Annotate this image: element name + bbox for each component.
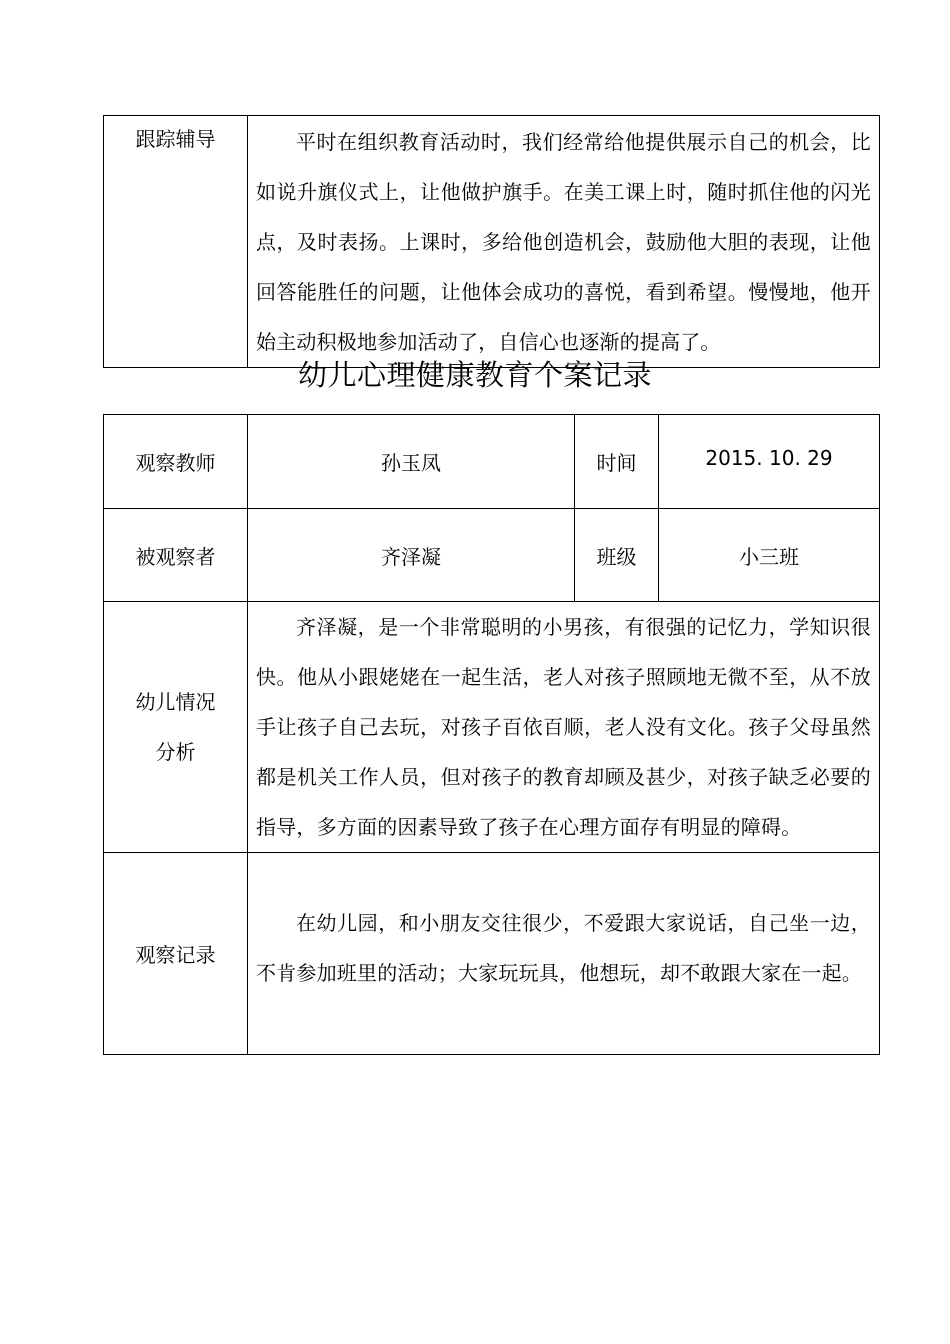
analysis-row	[104, 602, 880, 853]
observation-text-cell	[248, 853, 880, 1055]
observation-text: 在幼儿园，和小朋友交往很少，不爱跟大家说话，自己坐一边，不肯参加班里的活动；大家玩玩具，他想玩，却不敢跟大家在一起。	[256, 911, 871, 985]
analysis-text: 齐泽凝，是一个非常聪明的小男孩，有很强的记忆力，学知识很快。他从小跟姥姥在一起生活，老人对孩子照顾地无微不至，从不放手让孩子自己去玩，对孩子百依百顺，老人没有文化。孩子父母虽然都是机关工作人员，但对孩子的教育却顾及甚少，对孩子缺乏必要的指导，多方面的因素导致了孩子在心理方面存有明显的障碍。	[256, 615, 871, 839]
case-record-table	[103, 414, 880, 1055]
child-row	[104, 509, 880, 602]
observation-label: 观察记录	[104, 853, 248, 1055]
class-value: 小三班	[659, 509, 880, 602]
analysis-label-line1: 幼儿情况	[135, 690, 216, 714]
tracking-text-cell	[248, 116, 880, 368]
tracking-text: 平时在组织教育活动时，我们经常给他提供展示自己的机会，比如说升旗仪式上，让他做护旗手。在美工课上时，随时抓住他的闪光点，及时表扬。上课时，多给他创造机会，鼓励他大胆的表现，让他回答能胜任的问题，让他体会成功的喜悦，看到希望。慢慢地，他开始主动积极地参加活动了，自信心也逐渐的提高了。	[256, 130, 871, 354]
tracking-label: 跟踪辅导	[135, 127, 216, 151]
class-label: 班级	[575, 509, 659, 602]
tracking-label-cell	[104, 116, 248, 368]
teacher-label: 观察教师	[104, 415, 248, 509]
tracking-table	[103, 115, 880, 368]
observation-row	[104, 853, 880, 1055]
analysis-label-line2: 分析	[155, 740, 196, 764]
analysis-text-cell	[248, 602, 880, 853]
time-value: 2015. 10. 29	[659, 415, 880, 509]
time-label: 时间	[575, 415, 659, 509]
analysis-label-cell	[104, 602, 248, 853]
teacher-value: 孙玉凤	[248, 415, 575, 509]
child-value: 齐泽凝	[248, 509, 575, 602]
child-label: 被观察者	[104, 509, 248, 602]
page-title: 幼儿心理健康教育个案记录	[297, 358, 652, 392]
teacher-row	[104, 415, 880, 509]
